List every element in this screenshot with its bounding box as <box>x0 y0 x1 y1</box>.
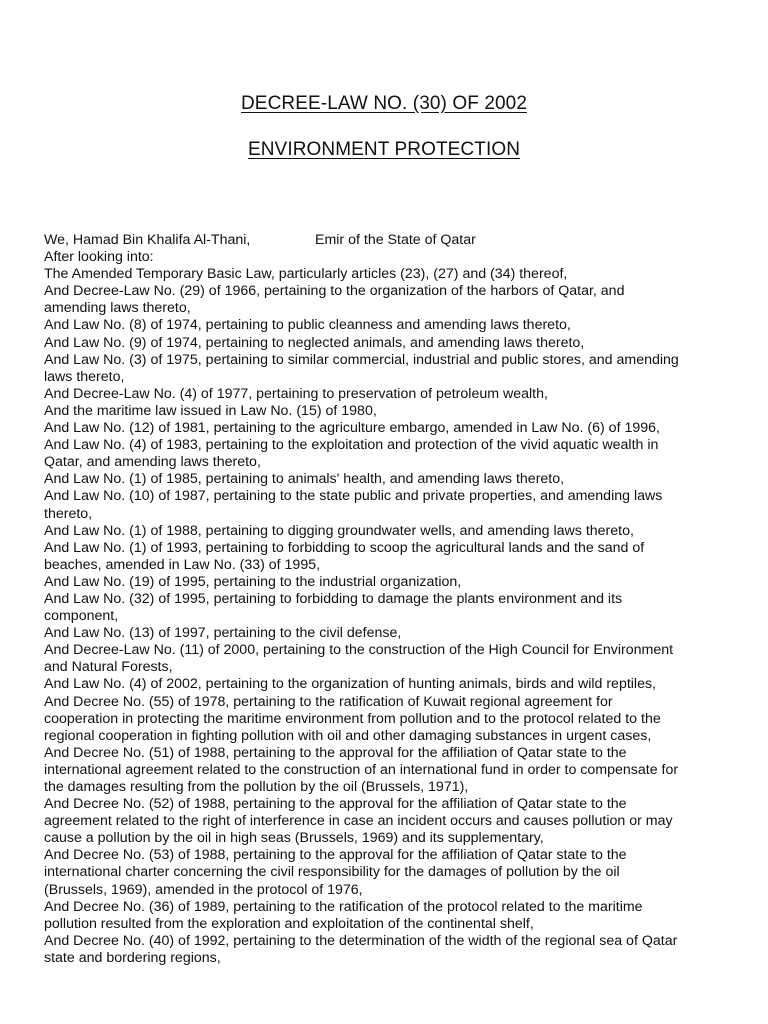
body-line: The Amended Temporary Basic Law, particularly articles (23), (27) and (34) thereof, <box>44 266 568 283</box>
body-line: And Law No. (19) of 1995, pertaining to the industrial organization, <box>44 573 462 590</box>
body-line: After looking into: <box>44 249 154 266</box>
body-line: And Law No. (10) of 1987, pertaining to the state public and private properties, and amending laws <box>44 488 663 505</box>
document-body <box>44 232 734 967</box>
body-line: And Law No. (13) of 1997, pertaining to the civil defense, <box>44 625 402 642</box>
body-line: And Law No. (3) of 1975, pertaining to similar commercial, industrial and public stores, and amending <box>44 351 679 368</box>
body-line: And Decree-Law No. (4) of 1977, pertaining to preservation of petroleum wealth, <box>44 385 548 402</box>
body-line: And Decree-Law No. (29) of 1966, pertaining to the organization of the harbors of Qatar, and <box>44 283 625 300</box>
body-line: And Decree No. (51) of 1988, pertaining to the approval for the affiliation of Qatar state to the <box>44 744 627 761</box>
body-line: (Brussels, 1969), amended in the protocol of 1976, <box>44 881 363 898</box>
body-line: And Law No. (32) of 1995, pertaining to forbidding to damage the plants environment and its <box>44 590 623 607</box>
body-line: And Law No. (4) of 1983, pertaining to the exploitation and protection of the vivid aquatic wealth in <box>44 437 659 454</box>
body-line: And Decree No. (36) of 1989, pertaining to the ratification of the protocol related to the maritime <box>44 898 643 915</box>
body-line: And Law No. (8) of 1974, pertaining to public cleanness and amending laws thereto, <box>44 317 571 334</box>
body-line: regional cooperation in fighting pollution with oil and other damaging substances in urgent cases, <box>44 727 652 744</box>
body-line: And the maritime law issued in Law No. (15) of 1980, <box>44 402 377 419</box>
body-line: And Law No. (4) of 2002, pertaining to the organization of hunting animals, birds and wild reptiles, <box>44 676 657 693</box>
body-line: laws thereto, <box>44 368 125 385</box>
body-line: And Decree No. (52) of 1988, pertaining to the approval for the affiliation of Qatar state to the <box>44 796 627 813</box>
title-block <box>0 92 768 162</box>
body-line: And Decree No. (55) of 1978, pertaining to the ratification of Kuwait regional agreement for <box>44 693 613 710</box>
opening-line <box>44 232 734 249</box>
body-line: And Law No. (1) of 1993, pertaining to forbidding to scoop the agricultural lands and the sand of <box>44 539 645 556</box>
body-line: And Decree-Law No. (11) of 2000, pertaining to the construction of the High Council for Environment <box>44 642 674 659</box>
body-line: beaches, amended in Law No. (33) of 1995, <box>44 556 321 573</box>
body-line: international agreement related to the construction of an international fund in order to compensate for <box>44 761 679 778</box>
body-line: And Law No. (1) of 1985, pertaining to animals' health, and amending laws thereto, <box>44 471 565 488</box>
body-lines <box>44 249 734 967</box>
body-line: And Decree No. (53) of 1988, pertaining to the approval for the affiliation of Qatar state to the <box>44 847 627 864</box>
body-line: And Law No. (1) of 1988, pertaining to digging groundwater wells, and amending laws thereto, <box>44 522 634 539</box>
body-line: pollution resulted from the exploration and exploitation of the continental shelf, <box>44 915 534 932</box>
issuer-name: We, Hamad Bin Khalifa Al-Thani, <box>44 232 251 248</box>
body-line: the damages resulting from the pollution by the oil (Brussels, 1971), <box>44 779 469 795</box>
body-line: component, <box>44 608 119 625</box>
body-line: And Law No. (12) of 1981, pertaining to the agriculture embargo, amended in Law No. (6) of 1996, <box>44 420 660 437</box>
document-title: DECREE-LAW NO. (30) OF 2002 <box>240 93 527 114</box>
body-line: international charter concerning the civil responsibility for the damages of pollution by the oil <box>44 864 620 881</box>
body-line: cause a pollution by the oil in high seas (Brussels, 1969) and its supplementary, <box>44 830 544 847</box>
body-line: Qatar, and amending laws thereto, <box>44 454 261 471</box>
body-line: cooperation in protecting the maritime environment from pollution and to the protocol related to the <box>44 710 661 727</box>
body-line: agreement related to the right of interference in case an incident occurs and causes pollution or may <box>44 813 673 830</box>
body-line: state and bordering regions, <box>44 949 221 966</box>
body-line: And Law No. (9) of 1974, pertaining to neglected animals, and amending laws thereto, <box>44 334 585 351</box>
issuer-office: Emir of the State of Qatar <box>315 232 476 248</box>
body-line: And Decree No. (40) of 1992, pertaining to the determination of the width of the regional sea of Qatar <box>44 932 678 949</box>
body-line: thereto, <box>44 505 93 522</box>
body-line: and Natural Forests, <box>44 659 173 676</box>
document-subtitle: ENVIRONMENT PROTECTION <box>247 139 521 160</box>
body-line: amending laws thereto, <box>44 300 191 317</box>
